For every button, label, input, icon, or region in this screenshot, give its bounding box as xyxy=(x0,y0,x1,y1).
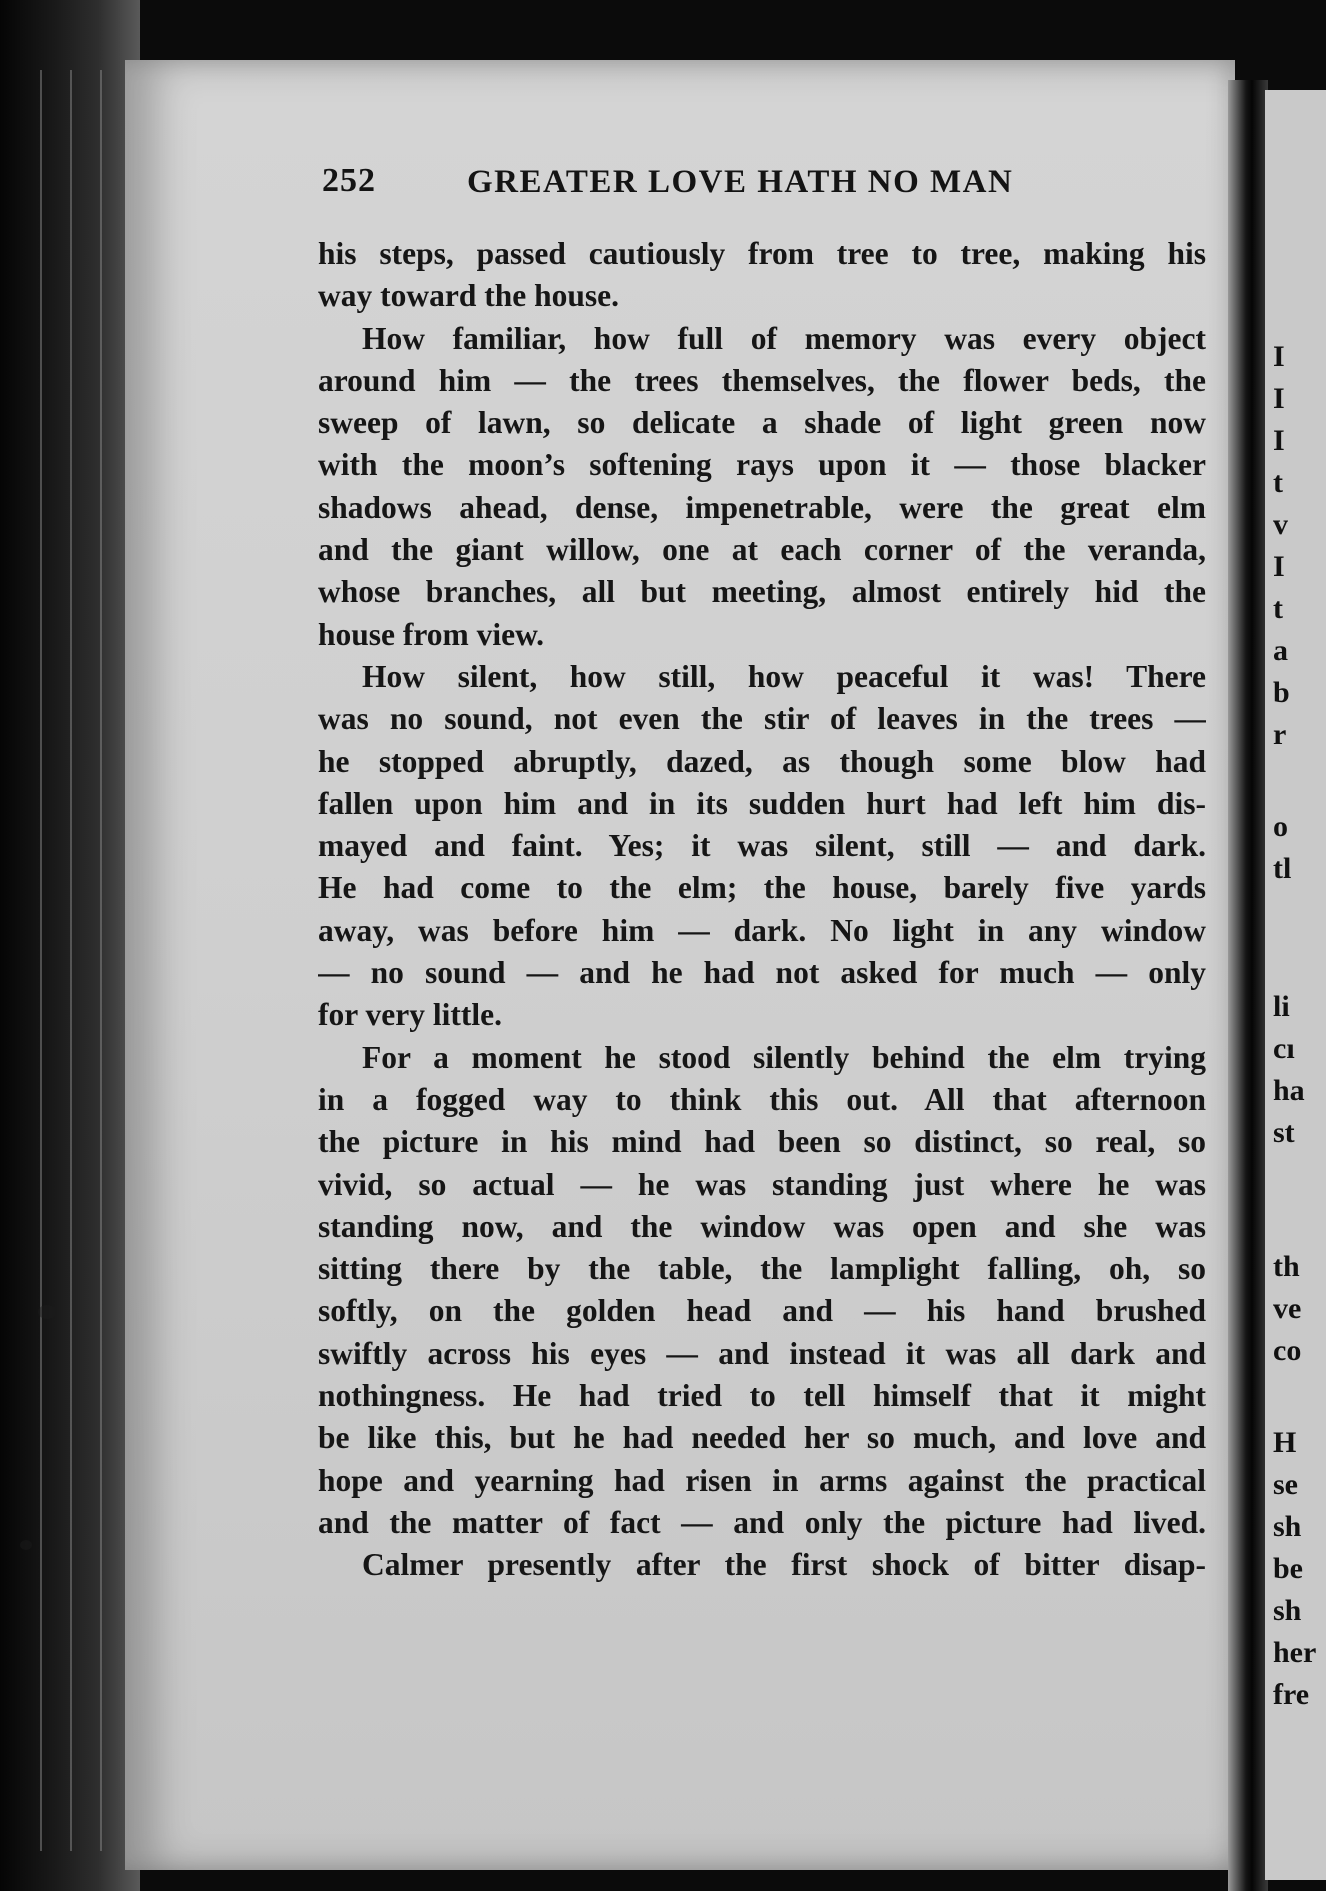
adjacent-page-fragment: t xyxy=(1273,592,1283,625)
adjacent-page-fragment: st xyxy=(1273,1116,1295,1149)
text-line: he stopped abruptly, dazed, as though some blow had xyxy=(318,743,1206,779)
adjacent-page-fragment: r xyxy=(1273,718,1287,751)
text-line: and the giant willow, one at each corner of the veranda, xyxy=(318,532,1206,568)
text-line: sitting there by the table, the lamplight falling, oh, so xyxy=(318,1251,1206,1287)
page-body-text xyxy=(318,233,1206,1587)
page-fold-shadow xyxy=(1228,80,1268,1891)
text-line: nothingness. He had tried to tell himself that it might xyxy=(318,1378,1206,1414)
running-title: GREATER LOVE HATH NO MAN xyxy=(467,164,1014,200)
page-number: 252 xyxy=(322,162,376,199)
adjacent-page-fragment: se xyxy=(1273,1468,1298,1501)
adjacent-page-fragment: b xyxy=(1273,676,1290,709)
binding-edge-line xyxy=(100,70,102,1851)
text-line: with the moon’s softening rays upon it — those blacker xyxy=(318,447,1206,483)
adjacent-page-fragment: be xyxy=(1273,1552,1303,1585)
binding-edge-line xyxy=(70,70,72,1851)
text-line: — no sound — and he had not asked for much — only xyxy=(318,955,1206,991)
adjacent-page-fragment: co xyxy=(1273,1334,1302,1367)
text-line: and the matter of fact — and only the picture had lived. xyxy=(318,1504,1206,1540)
text-line: mayed and faint. Yes; it was silent, still — and dark. xyxy=(318,828,1206,864)
adjacent-page-fragment: ha xyxy=(1273,1074,1305,1107)
book-binding xyxy=(0,0,140,1891)
text-line: He had come to the elm; the house, barely five yards xyxy=(318,870,1206,906)
text-line: way toward the house. xyxy=(318,278,620,314)
adjacent-page-fragment: sh xyxy=(1273,1594,1302,1627)
text-line: around him — the trees themselves, the flower beds, the xyxy=(318,362,1206,398)
text-line: house from view. xyxy=(318,616,545,652)
text-line: vivid, so actual — he was standing just where he was xyxy=(318,1166,1206,1202)
adjacent-page-fragment: fre xyxy=(1273,1678,1310,1711)
text-line: away, was before him — dark. No light in any window xyxy=(318,912,1206,948)
adjacent-page-strip xyxy=(1265,90,1326,1880)
text-line: the picture in his mind had been so distinct, so real, so xyxy=(318,1124,1206,1160)
adjacent-page-fragment: I xyxy=(1273,340,1285,373)
text-line: was no sound, not even the stir of leaves in the trees — xyxy=(318,701,1206,737)
adjacent-page-fragment: t xyxy=(1273,466,1283,499)
text-line: his steps, passed cautiously from tree to tree, making his xyxy=(318,236,1206,271)
text-line: be like this, but he had needed her so much, and love and xyxy=(318,1420,1206,1456)
text-line: for very little. xyxy=(318,997,502,1033)
scan-speck xyxy=(20,1540,32,1550)
text-line: softly, on the golden head and — his hand brushed xyxy=(318,1293,1206,1329)
adjacent-page-fragment: H xyxy=(1273,1426,1297,1459)
adjacent-page-fragment: a xyxy=(1273,634,1288,667)
text-line: whose branches, all but meeting, almost entirely hid the xyxy=(318,574,1206,610)
adjacent-page-fragment: cı xyxy=(1273,1032,1295,1065)
text-line: How silent, how still, how peaceful it was! There xyxy=(362,658,1206,694)
adjacent-page-fragment: v xyxy=(1273,508,1288,541)
text-line: sweep of lawn, so delicate a shade of light green now xyxy=(318,405,1206,441)
adjacent-page-fragment: o xyxy=(1273,810,1288,843)
text-line: standing now, and the window was open and she was xyxy=(318,1208,1206,1244)
adjacent-page-fragment: I xyxy=(1273,424,1285,457)
adjacent-page-fragment: li xyxy=(1273,990,1290,1023)
text-line: hope and yearning had risen in arms against the practical xyxy=(318,1462,1206,1498)
text-line: shadows ahead, dense, impenetrable, were the great elm xyxy=(318,489,1206,525)
adjacent-page-fragment: tl xyxy=(1273,852,1292,885)
adjacent-page-fragment: I xyxy=(1273,382,1285,415)
binding-edge-line xyxy=(40,70,42,1851)
text-line: fallen upon him and in its sudden hurt had left him dis- xyxy=(318,785,1206,821)
adjacent-page-fragment: ve xyxy=(1273,1292,1302,1325)
text-line: swiftly across his eyes — and instead it was all dark and xyxy=(318,1335,1206,1371)
adjacent-page-fragment: sh xyxy=(1273,1510,1302,1543)
adjacent-page-fragment: I xyxy=(1273,550,1285,583)
adjacent-page-fragment: th xyxy=(1273,1250,1300,1283)
scan-speck xyxy=(38,1305,56,1319)
adjacent-page-fragment: her xyxy=(1273,1636,1317,1669)
text-line: in a fogged way to think this out. All that afternoon xyxy=(318,1081,1206,1117)
text-line: Calmer presently after the first shock of bitter disap- xyxy=(362,1547,1206,1583)
text-line: How familiar, how full of memory was every object xyxy=(362,320,1206,356)
text-line: For a moment he stood silently behind the elm trying xyxy=(362,1039,1206,1075)
